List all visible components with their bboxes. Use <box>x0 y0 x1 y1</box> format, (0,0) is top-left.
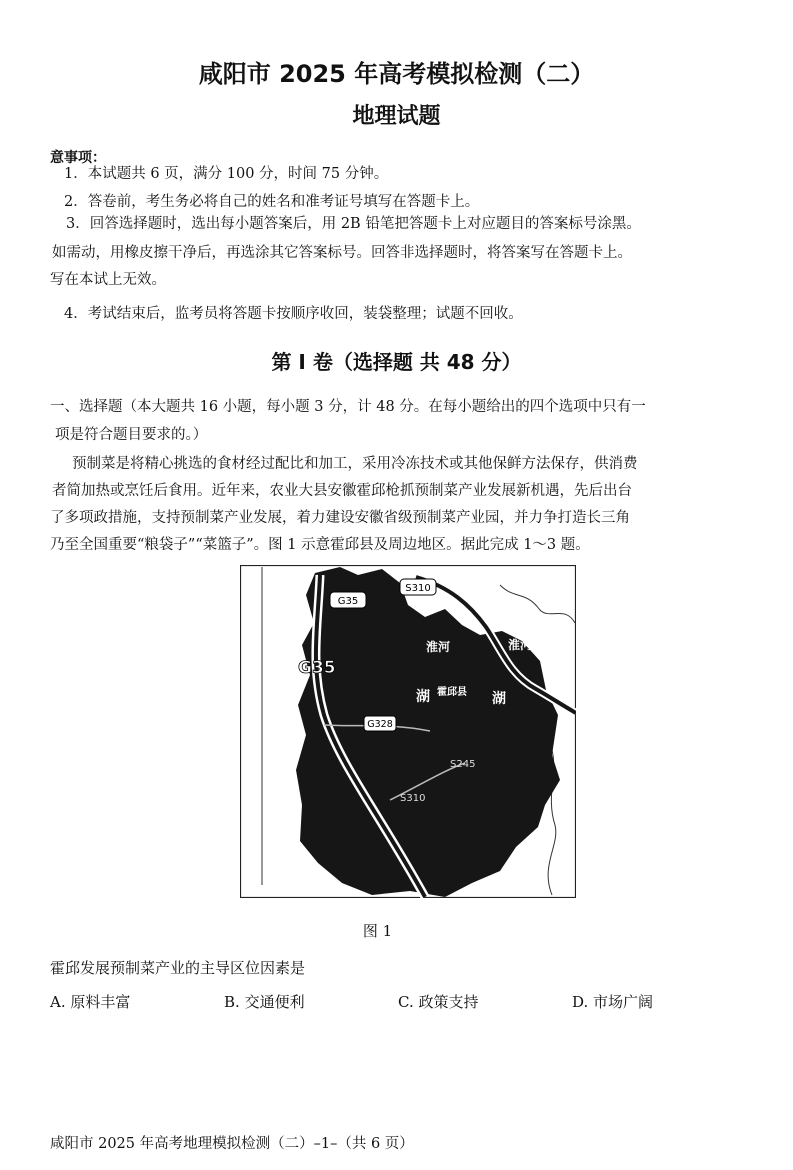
g35-label: G35 <box>298 658 336 678</box>
exam-subject: 地理试题 <box>352 104 441 129</box>
g328-label: G328 <box>367 719 393 730</box>
option-c-text: 政策支持 <box>418 993 479 1011</box>
s245-label: S245 <box>450 759 476 770</box>
option-d-letter: D. <box>572 993 589 1011</box>
passage-line-1: 预制菜是将精心挑选的食材经过配比和加工，采用冷冻技术或其他保鲜方法保存，供消费 <box>72 456 638 472</box>
huai-river-label-2: 淮河 <box>508 638 533 652</box>
huai-river-label-1: 淮河 <box>426 640 451 654</box>
option-a-letter: A. <box>50 993 66 1011</box>
notes-heading: 意事项： <box>50 150 106 166</box>
lake-label-2: 湖 <box>492 691 506 707</box>
lake-label-1: 湖 <box>416 689 430 705</box>
option-c <box>398 991 479 1012</box>
option-d-text: 市场广阔 <box>593 993 654 1011</box>
note-item-2: 2．答卷前，考生务必将自己的姓名和准考证号填写在答题卡上。 <box>64 194 480 210</box>
figure-caption: 图 1 <box>362 922 393 940</box>
passage-line-2: 者简加热或烹饪后食用。近年来，农业大县安徽霍邱枪抓预制菜产业发展新机遇，先后出台 <box>52 483 632 499</box>
note-item-3: 3．回答选择题时，选出每小题答案后，用 2B 铅笔把答题卡上对应题目的答案标号涂黑。 <box>66 216 641 232</box>
note-item-3-end: 写在本试上无效。 <box>50 272 166 288</box>
road-top1-label: G35 <box>337 596 359 607</box>
option-a <box>50 991 130 1012</box>
note-item-3-cont: 如需动，用橡皮擦干净后，再选涂其它答案标号。回答非选择题时，将答案写在答题卡上。 <box>52 245 632 261</box>
passage-line-3: 了多项政措施，支持预制菜产业发展，着力建设安徽省级预制菜产业园，并力争打造长三角 <box>50 510 630 526</box>
option-b <box>224 991 305 1012</box>
county-label: 霍邱县 <box>437 687 467 698</box>
note-item-1: 1．本试题共 6 页，满分 100 分，时间 75 分钟。 <box>64 166 389 182</box>
option-c-letter: C. <box>398 993 414 1011</box>
note-item-4: 4．考试结束后，监考员将答题卡按顺序收回，装袋整理；试题不回收。 <box>64 306 523 322</box>
passage-line-4: 乃至全国重要“粮袋子”“菜篮子”。图 1 示意霍邱县及周边地区。据此完成 1～3 题。 <box>50 537 590 553</box>
section-title: 第 Ⅰ 卷（选择题 共 48 分） <box>271 350 522 374</box>
s310-label: S310 <box>400 793 426 804</box>
exam-title: 咸阳市 2025 年高考模拟检测（二） <box>198 60 595 88</box>
option-b-text: 交通便利 <box>244 993 305 1011</box>
section-instruction-2: 项是符合题目要求的。） <box>55 427 208 443</box>
map-figure <box>240 565 576 898</box>
map-svg <box>240 565 576 898</box>
question-stem: 霍邱发展预制菜产业的主导区位因素是 <box>50 959 306 977</box>
option-b-letter: B. <box>224 993 240 1011</box>
road-top2-label: S310 <box>405 583 431 594</box>
option-d <box>572 991 653 1012</box>
option-a-text: 原料丰富 <box>70 993 131 1011</box>
section-instruction-1: 一、选择题（本大题共 16 小题，每小题 3 分，计 48 分。在每小题给出的四个选项中只有一 <box>50 399 646 415</box>
page-footer: 咸阳市 2025 年高考地理模拟检测（二）–1–（共 6 页） <box>50 1136 414 1152</box>
